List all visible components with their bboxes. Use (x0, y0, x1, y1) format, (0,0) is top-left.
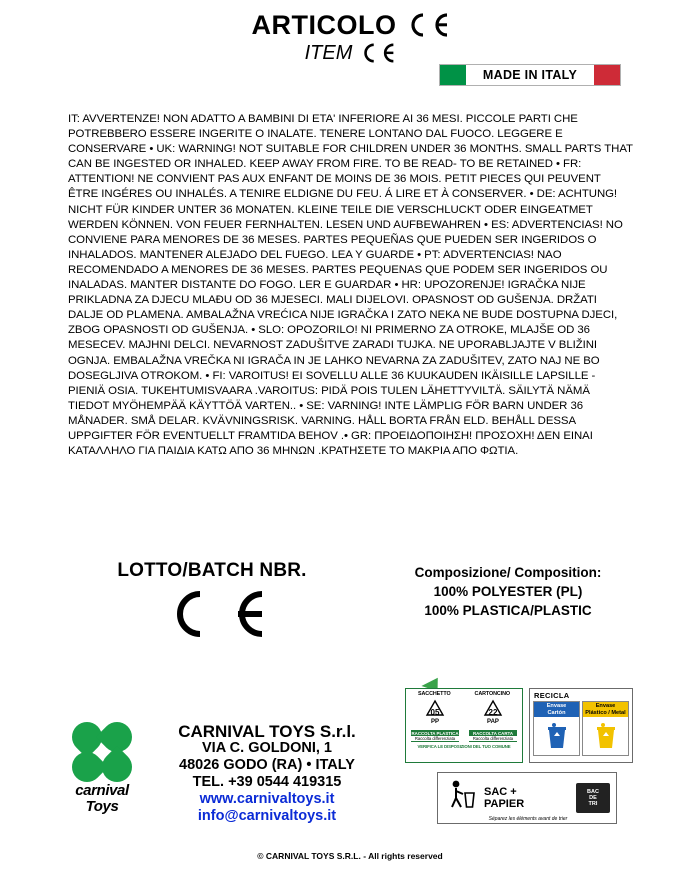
ce-mark-articolo (405, 12, 449, 38)
bin-carton-line1: Envase (546, 703, 567, 709)
recicla-bins (530, 701, 632, 756)
recycle-bin-icon (545, 722, 569, 750)
company-city: 48026 GODO (RA) • ITALY (179, 757, 355, 773)
ce-logo-icon (405, 12, 449, 38)
header (0, 10, 700, 66)
italian-recycling-box (405, 688, 523, 763)
paper-collection-sub: Raccolta differenziata (469, 736, 517, 741)
recycling-symbols-area (405, 680, 665, 830)
bin-plastic-line1: Envase (595, 703, 616, 709)
carnival-toys-logo (60, 722, 144, 814)
bin-plastic-body (583, 717, 628, 755)
composition-title: Composizione/ Composition: (414, 565, 602, 580)
plastic-code-label: PP (430, 719, 439, 725)
lotto-block (82, 560, 342, 651)
logo-text-toys: Toys (85, 798, 119, 815)
bin-plastic-line2: Plástico / Metal (585, 709, 626, 716)
material-triangles (406, 699, 522, 729)
bac-line2: DE (589, 795, 597, 801)
paper-code-number: 22 (488, 708, 498, 717)
sac-line1: SAC + (484, 786, 517, 798)
made-in-italy-label: MADE IN ITALY (466, 65, 594, 85)
bin-carton-head (534, 702, 579, 717)
paper-code-label: PAP (487, 719, 499, 725)
paper-collection-title: RACCOLTA CARTA (472, 731, 514, 736)
made-in-italy-badge (439, 64, 621, 86)
clover-icon (71, 722, 133, 782)
item-line (0, 40, 700, 66)
composition-block (363, 563, 653, 620)
item-label: ITEM (304, 42, 353, 64)
lotto-title: LOTTO/BATCH NBR. (117, 560, 307, 581)
plastic-collection-sub: Raccolta differenziata (411, 736, 459, 741)
copyright-footer: © CARNIVAL TOYS S.R.L. - All rights reserved (257, 851, 443, 861)
articolo-line (0, 10, 700, 40)
sac-footnote: Séparez les éléments avant de trier (488, 816, 568, 822)
plastic-collection-title: RACCOLTA PLASTICA (411, 731, 459, 736)
spanish-recycling-box (529, 688, 633, 763)
company-phone: TEL. +39 0544 419315 (192, 774, 342, 790)
composition-plastic: 100% PLASTICA/PLASTIC (424, 603, 592, 618)
sac-papier-text (484, 786, 570, 810)
clover-leaf (96, 746, 138, 788)
person-bin-icon (445, 779, 477, 813)
articolo-label: ARTICOLO (251, 10, 397, 40)
company-block (60, 722, 390, 825)
ce-mark-item (359, 42, 395, 64)
recycle-triangle-pp (418, 699, 452, 729)
recycle-triangle-pap (476, 699, 510, 729)
bin-card-carton (533, 701, 580, 756)
bin-plastic-head (583, 702, 628, 717)
packaging-headers (406, 691, 522, 697)
person-throwing-icon (438, 779, 484, 818)
french-recycling-box (437, 772, 617, 824)
bin-carton-body (534, 717, 579, 755)
company-email-link[interactable]: info@carnivaltoys.it (197, 808, 337, 824)
bac-line1: BAC (587, 789, 599, 795)
ce-logo-icon (156, 588, 268, 640)
bac-de-tri-box (576, 783, 610, 813)
paper-collection-band (469, 730, 517, 742)
recicla-title: RECICLA (534, 691, 570, 700)
logo-text-carnival: carnival (75, 782, 129, 799)
bac-de-tri-icon (570, 783, 616, 813)
bin-card-plastic (582, 701, 629, 756)
company-website-link[interactable]: www.carnivaltoys.it (199, 791, 335, 807)
bin-carton-line2: Cartón (547, 709, 566, 716)
company-address: VIA C. GOLDONI, 1 (202, 740, 332, 756)
flag-green-stripe (440, 65, 466, 85)
collection-bands (406, 730, 522, 742)
warnings-text: IT: AVVERTENZE! NON ADATTO A BAMBINI DI ETA' INFERIORE AI 36 MESI. PICCOLE PARTI CHE POTREBBERO ESSERE INGERITE O INALATE. TENERE LONTANO DAL FUOCO. LEGGERE E CONSERVARE • UK: WARNING! NOT SUITABLE FOR CHILDREN UNDER 36 MONTHS. SMALL PARTS THAT CAN BE INGESTED OR INHALED. KEEP AWAY FROM FIRE. TO BE READ- TO BE RETAINED • FR: ATTENTION! NE CONVIENT PAS AUX ENFANT DE MOINS DE 36 MOIS. PETIT PIECES QUI PEUVENT ÊTRE INGÉRES OU INHALÉS. A TENIRE ELDIGNE DU FEU. Á LIRE ET À CONSERVER. • DE: ACHTUNG! NICHT FÜR KINDER UNTER 36 MONATEN. KLEINE TEILE DIE VERSCHLUCKT ODER EINGEATMET WERDEN KÖNNEN. VON FEUER FERNHALTEN. LESEN UND AUFBEWAHREN • ES: ADVERTENCIAS! NO CONVIENE PARA MENORES DE 36 MESES. PARTES PEQUEÑAS QUE PUEDEN SER INGERIDOS O INHALADOS. MANTENER ALEJADO DEL FUEGO. LEA Y GUARDE • PT: ADVERTENCIAS! NAO RECOMENDADO A MENORES DE 36 MESES. PARTES PEQUENAS QUE PODEM SER INGERIDOS OU INALADAS. MANTER DISTANTE DO FOGO. LER E GUARDAR • HR: UPOZORENJE! IGRAČKA NIJE PRIKLADNA ZA DJECU MLAĐU OD 36 MJESECI. MALI DIJELOVI. OPASNOST OD GUŠENJA. DRŽATI DALJE OD PLAMENA. AMBALAŽNA VREĆICA NIJE IGRAČKA I ZATO NEKA NE BUDE DOSTUPNA DJECI, ZBOG OPASNOSTI OD GUŠENJA. • SLO: OPOZORILO! NI PRIMERNO ZA OTROKE, MLAJŠE OD 36 MESECEV. MAJHNI DELCI. NEVARNOST ZADUŠITVE ZARADI TUJKA. NE UPORABLJAJTE V BLIŽINI OGNJA. EMBALAŽNA VREČKA NI IGRAČA IN JE LAHKO NEVARNA ZA ZADUŠITEV, ZATO NAJ NE BO DOSEGLJIVA OTROKOM. • FI: VAROITUS! EI SOVELLU ALLE 36 KUUKAUDEN IKÄISILLE LAPSILLE - PIENIÄ OSIA. TUKEHTUMISVAARA .VAROITUS: PIDÄ POIS TULEN LÄHETTYVILTÄ. SÄILYTÄ NÄMÄ TIEDOT MYÖHEMPÄÄ KÄYTTÖÄ VARTEN.. • SE: VARNING! INTE LÄMPLIG FÖR BARN UNDER 36 MÅNADER. SMÅ DELAR. KVÄVNINGSRISK. VARNING. HÅLL BORTA FRÅN ELD. BEHÅLL DESSA UPPGIFTER FÖR EVENTUELLT FRAMTIDA BEHOV .• GR: ΠΡΟΕΙΔΟΠΟΙΗΣΗ! ΠΡΟΣΟΧΗ! ΔΕΝ ΕΙΝΑΙ ΚΑΤΑΛΛΗΛΟ ΓΙΑ ΠΑΙΔΙΑ ΚΑΤΩ ΑΠΟ 36 ΜΗΝΩΝ .ΚΡΑΤΗΣΕΤΕ ΤΟ ΜΑΚΡΙΑ ΑΠΟ ΦΩΤΙΑ. (68, 113, 633, 458)
cartoncino-label: CARTONCINO (474, 691, 510, 697)
flag-red-stripe (594, 65, 620, 85)
plastic-collection-band (411, 730, 459, 742)
lotto-ce-mark (82, 588, 342, 651)
recycle-bin-icon (594, 722, 618, 750)
sac-line2: PAPIER (484, 798, 525, 810)
plastic-code-number: 05 (430, 708, 440, 717)
sacchetto-label: SACCHETTO (418, 691, 451, 697)
bac-line3: TRI (588, 801, 598, 807)
composition-polyester: 100% POLYESTER (PL) (433, 584, 583, 599)
verifica-note: VERIFICA LE DISPOSIZIONI DEL TUO COMUNE (417, 744, 511, 749)
company-info (144, 722, 390, 825)
ce-logo-icon (359, 42, 395, 64)
company-name: CARNIVAL TOYS S.r.l. (178, 722, 356, 741)
